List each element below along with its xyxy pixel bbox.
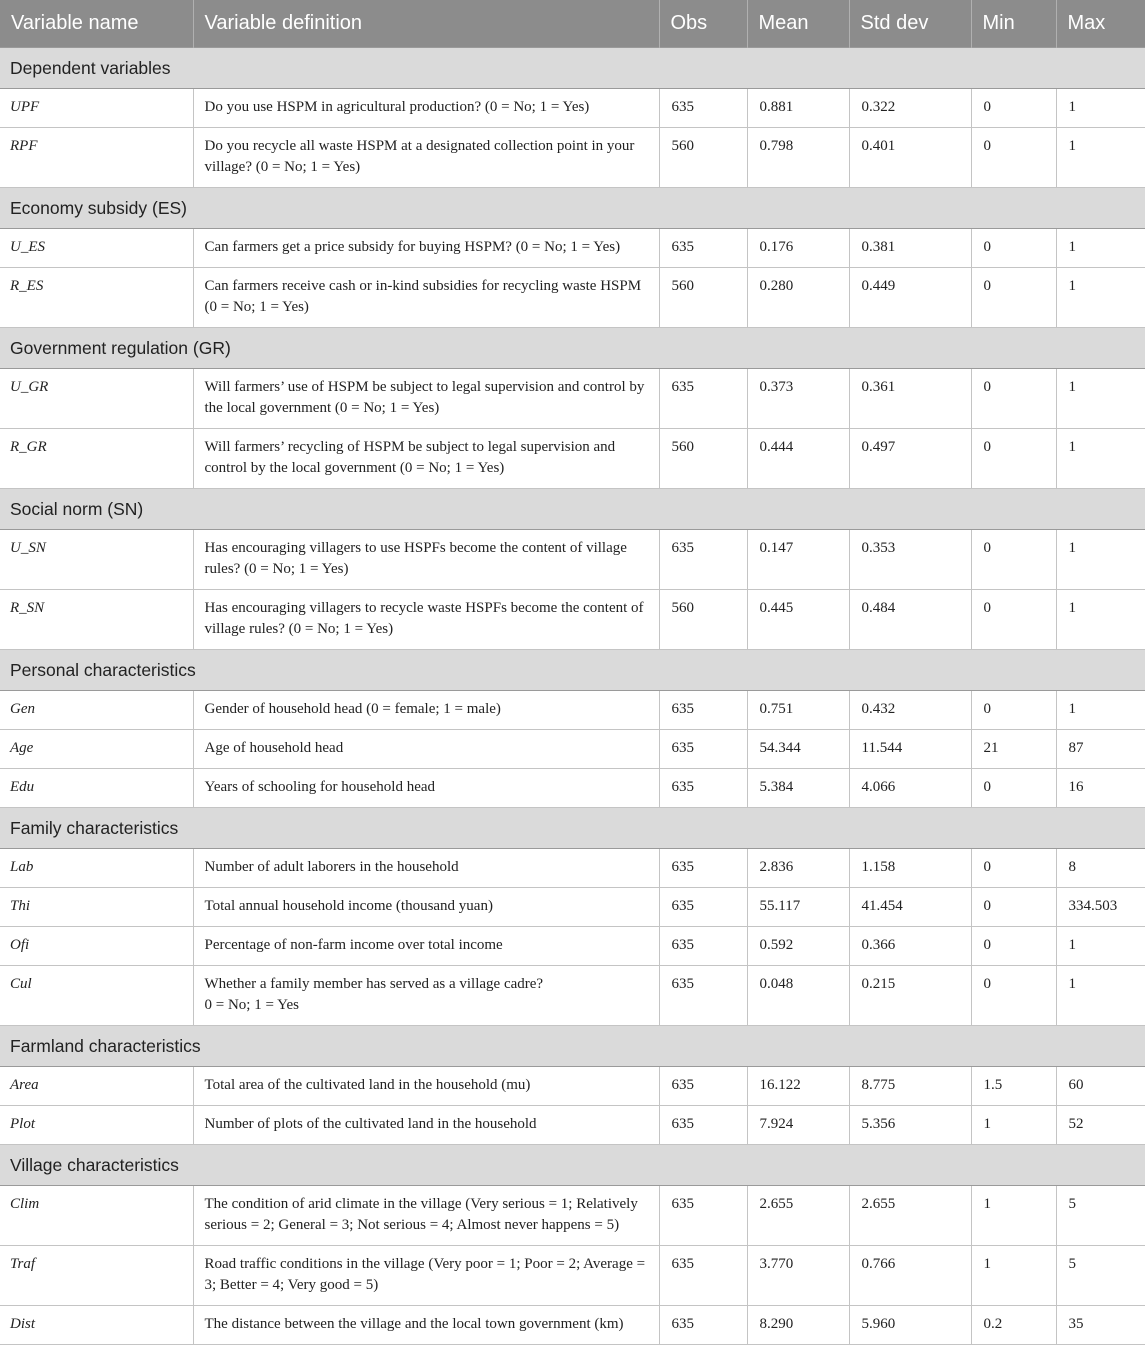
min-cell: 1 — [971, 1186, 1056, 1246]
max-cell: 8 — [1056, 849, 1145, 888]
std-dev-cell: 0.497 — [849, 429, 971, 489]
std-dev-cell: 0.322 — [849, 89, 971, 128]
std-dev-cell: 1.158 — [849, 849, 971, 888]
mean-cell: 0.444 — [747, 429, 849, 489]
min-cell: 0 — [971, 268, 1056, 328]
min-cell: 21 — [971, 730, 1056, 769]
min-cell: 0 — [971, 229, 1056, 268]
min-cell: 1 — [971, 1106, 1056, 1145]
max-cell: 5 — [1056, 1186, 1145, 1246]
variable-definition-cell: The condition of arid climate in the village (Very serious = 1; Relatively serious = 2; General = 3; Not serious = 4; Almost never happens = 5) — [193, 1186, 659, 1246]
min-cell: 0 — [971, 128, 1056, 188]
header-variable-name: Variable name — [0, 0, 193, 48]
table-body — [0, 48, 1145, 1345]
min-cell: 0 — [971, 966, 1056, 1026]
max-cell: 1 — [1056, 89, 1145, 128]
header-mean: Mean — [747, 0, 849, 48]
obs-cell: 635 — [659, 1306, 747, 1345]
max-cell: 35 — [1056, 1306, 1145, 1345]
table-row — [0, 530, 1145, 590]
section-header-row — [0, 489, 1145, 530]
table-row — [0, 888, 1145, 927]
min-cell: 0 — [971, 369, 1056, 429]
table-row — [0, 927, 1145, 966]
section-header-row — [0, 1145, 1145, 1186]
max-cell: 1 — [1056, 927, 1145, 966]
mean-cell: 2.836 — [747, 849, 849, 888]
variable-definition-cell: Gender of household head (0 = female; 1 = male) — [193, 691, 659, 730]
variable-definition-cell: Number of adult laborers in the household — [193, 849, 659, 888]
table-row — [0, 1067, 1145, 1106]
std-dev-cell: 0.432 — [849, 691, 971, 730]
variable-definition-cell: Percentage of non-farm income over total income — [193, 927, 659, 966]
max-cell: 52 — [1056, 1106, 1145, 1145]
max-cell: 1 — [1056, 429, 1145, 489]
variable-name-cell: R_SN — [0, 590, 193, 650]
variable-name-cell: Plot — [0, 1106, 193, 1145]
mean-cell: 5.384 — [747, 769, 849, 808]
obs-cell: 635 — [659, 1106, 747, 1145]
variable-definition-cell: Whether a family member has served as a village cadre? 0 = No; 1 = Yes — [193, 966, 659, 1026]
min-cell: 0 — [971, 429, 1056, 489]
mean-cell: 0.176 — [747, 229, 849, 268]
section-header-row — [0, 48, 1145, 89]
obs-cell: 560 — [659, 590, 747, 650]
mean-cell: 0.751 — [747, 691, 849, 730]
max-cell: 334.503 — [1056, 888, 1145, 927]
min-cell: 0 — [971, 530, 1056, 590]
max-cell: 60 — [1056, 1067, 1145, 1106]
std-dev-cell: 5.356 — [849, 1106, 971, 1145]
variable-name-cell: U_SN — [0, 530, 193, 590]
variable-name-cell: Ofi — [0, 927, 193, 966]
variable-name-cell: Age — [0, 730, 193, 769]
min-cell: 0 — [971, 927, 1056, 966]
table-row — [0, 89, 1145, 128]
std-dev-cell: 0.366 — [849, 927, 971, 966]
table-row — [0, 1306, 1145, 1345]
obs-cell: 635 — [659, 530, 747, 590]
min-cell: 0 — [971, 691, 1056, 730]
obs-cell: 560 — [659, 268, 747, 328]
section-header-row — [0, 808, 1145, 849]
variable-name-cell: Cul — [0, 966, 193, 1026]
std-dev-cell: 0.361 — [849, 369, 971, 429]
obs-cell: 635 — [659, 1186, 747, 1246]
max-cell: 1 — [1056, 691, 1145, 730]
variable-name-cell: Clim — [0, 1186, 193, 1246]
table-row — [0, 268, 1145, 328]
min-cell: 0 — [971, 849, 1056, 888]
obs-cell: 635 — [659, 888, 747, 927]
section-header-row — [0, 650, 1145, 691]
obs-cell: 635 — [659, 966, 747, 1026]
header-min: Min — [971, 0, 1056, 48]
variable-name-cell: Lab — [0, 849, 193, 888]
variable-name-cell: R_GR — [0, 429, 193, 489]
variable-name-cell: UPF — [0, 89, 193, 128]
obs-cell: 635 — [659, 849, 747, 888]
variable-definition-cell: Will farmers’ use of HSPM be subject to legal supervision and control by the local government (0 = No; 1 = Yes) — [193, 369, 659, 429]
variable-definition-cell: Number of plots of the cultivated land in the household — [193, 1106, 659, 1145]
variable-definition-cell: Has encouraging villagers to recycle waste HSPFs become the content of village rules? (0 = No; 1 = Yes) — [193, 590, 659, 650]
table-header — [0, 0, 1145, 48]
max-cell: 5 — [1056, 1246, 1145, 1306]
variable-definition-cell: Years of schooling for household head — [193, 769, 659, 808]
max-cell: 1 — [1056, 966, 1145, 1026]
std-dev-cell: 0.381 — [849, 229, 971, 268]
header-variable-definition: Variable definition — [193, 0, 659, 48]
min-cell: 0 — [971, 888, 1056, 927]
header-row — [0, 0, 1145, 48]
variable-definition-cell: Will farmers’ recycling of HSPM be subject to legal supervision and control by the local government (0 = No; 1 = Yes) — [193, 429, 659, 489]
variable-name-cell: Traf — [0, 1246, 193, 1306]
variable-definition-cell: The distance between the village and the local town government (km) — [193, 1306, 659, 1345]
table-row — [0, 1106, 1145, 1145]
mean-cell: 8.290 — [747, 1306, 849, 1345]
table-row — [0, 769, 1145, 808]
section-title: Dependent variables — [0, 48, 1145, 89]
table-row — [0, 369, 1145, 429]
min-cell: 1 — [971, 1246, 1056, 1306]
section-header-row — [0, 1026, 1145, 1067]
std-dev-cell: 2.655 — [849, 1186, 971, 1246]
mean-cell: 0.280 — [747, 268, 849, 328]
section-title: Family characteristics — [0, 808, 1145, 849]
std-dev-cell: 11.544 — [849, 730, 971, 769]
section-header-row — [0, 188, 1145, 229]
obs-cell: 560 — [659, 128, 747, 188]
variable-definition-cell: Total annual household income (thousand yuan) — [193, 888, 659, 927]
std-dev-cell: 0.449 — [849, 268, 971, 328]
mean-cell: 0.445 — [747, 590, 849, 650]
min-cell: 0 — [971, 590, 1056, 650]
mean-cell: 0.048 — [747, 966, 849, 1026]
std-dev-cell: 0.215 — [849, 966, 971, 1026]
variable-definition-cell: Do you recycle all waste HSPM at a designated collection point in your village? (0 = No; 1 = Yes) — [193, 128, 659, 188]
max-cell: 1 — [1056, 530, 1145, 590]
mean-cell: 2.655 — [747, 1186, 849, 1246]
max-cell: 1 — [1056, 268, 1145, 328]
obs-cell: 635 — [659, 89, 747, 128]
mean-cell: 7.924 — [747, 1106, 849, 1145]
variable-name-cell: Edu — [0, 769, 193, 808]
std-dev-cell: 8.775 — [849, 1067, 971, 1106]
obs-cell: 635 — [659, 1067, 747, 1106]
mean-cell: 0.373 — [747, 369, 849, 429]
max-cell: 1 — [1056, 128, 1145, 188]
variable-name-cell: RPF — [0, 128, 193, 188]
std-dev-cell: 4.066 — [849, 769, 971, 808]
std-dev-cell: 41.454 — [849, 888, 971, 927]
mean-cell: 55.117 — [747, 888, 849, 927]
table-row — [0, 966, 1145, 1026]
table-row — [0, 1186, 1145, 1246]
obs-cell: 635 — [659, 229, 747, 268]
table-row — [0, 849, 1145, 888]
table-row — [0, 691, 1145, 730]
variable-name-cell: U_ES — [0, 229, 193, 268]
section-title: Government regulation (GR) — [0, 328, 1145, 369]
table-row — [0, 590, 1145, 650]
section-header-row — [0, 328, 1145, 369]
min-cell: 0 — [971, 769, 1056, 808]
obs-cell: 635 — [659, 1246, 747, 1306]
obs-cell: 635 — [659, 369, 747, 429]
max-cell: 1 — [1056, 590, 1145, 650]
mean-cell: 0.798 — [747, 128, 849, 188]
table-row — [0, 128, 1145, 188]
table-row — [0, 730, 1145, 769]
section-title: Personal characteristics — [0, 650, 1145, 691]
variable-definition-cell: Road traffic conditions in the village (Very poor = 1; Poor = 2; Average = 3; Better = 4; Very good = 5) — [193, 1246, 659, 1306]
mean-cell: 0.147 — [747, 530, 849, 590]
table-row — [0, 429, 1145, 489]
header-std-dev: Std dev — [849, 0, 971, 48]
obs-cell: 635 — [659, 927, 747, 966]
table-row — [0, 229, 1145, 268]
variable-name-cell: R_ES — [0, 268, 193, 328]
variable-definition-cell: Can farmers receive cash or in-kind subsidies for recycling waste HSPM (0 = No; 1 = Yes) — [193, 268, 659, 328]
std-dev-cell: 5.960 — [849, 1306, 971, 1345]
header-obs: Obs — [659, 0, 747, 48]
mean-cell: 3.770 — [747, 1246, 849, 1306]
mean-cell: 16.122 — [747, 1067, 849, 1106]
variable-definition-cell: Has encouraging villagers to use HSPFs become the content of village rules? (0 = No; 1 = Yes) — [193, 530, 659, 590]
min-cell: 1.5 — [971, 1067, 1056, 1106]
header-max: Max — [1056, 0, 1145, 48]
variable-name-cell: Gen — [0, 691, 193, 730]
section-title: Social norm (SN) — [0, 489, 1145, 530]
max-cell: 16 — [1056, 769, 1145, 808]
max-cell: 1 — [1056, 229, 1145, 268]
table-row — [0, 1246, 1145, 1306]
section-title: Economy subsidy (ES) — [0, 188, 1145, 229]
variable-definition-cell: Age of household head — [193, 730, 659, 769]
section-title: Farmland characteristics — [0, 1026, 1145, 1067]
obs-cell: 635 — [659, 730, 747, 769]
mean-cell: 0.592 — [747, 927, 849, 966]
obs-cell: 635 — [659, 769, 747, 808]
min-cell: 0 — [971, 89, 1056, 128]
variable-definition-cell: Total area of the cultivated land in the household (mu) — [193, 1067, 659, 1106]
variable-name-cell: Area — [0, 1067, 193, 1106]
variable-definition-cell: Can farmers get a price subsidy for buying HSPM? (0 = No; 1 = Yes) — [193, 229, 659, 268]
std-dev-cell: 0.484 — [849, 590, 971, 650]
section-title: Village characteristics — [0, 1145, 1145, 1186]
variable-name-cell: Dist — [0, 1306, 193, 1345]
obs-cell: 560 — [659, 429, 747, 489]
variable-name-cell: Thi — [0, 888, 193, 927]
std-dev-cell: 0.766 — [849, 1246, 971, 1306]
mean-cell: 0.881 — [747, 89, 849, 128]
min-cell: 0.2 — [971, 1306, 1056, 1345]
max-cell: 87 — [1056, 730, 1145, 769]
mean-cell: 54.344 — [747, 730, 849, 769]
max-cell: 1 — [1056, 369, 1145, 429]
variable-definition-cell: Do you use HSPM in agricultural production? (0 = No; 1 = Yes) — [193, 89, 659, 128]
std-dev-cell: 0.401 — [849, 128, 971, 188]
obs-cell: 635 — [659, 691, 747, 730]
variable-name-cell: U_GR — [0, 369, 193, 429]
std-dev-cell: 0.353 — [849, 530, 971, 590]
